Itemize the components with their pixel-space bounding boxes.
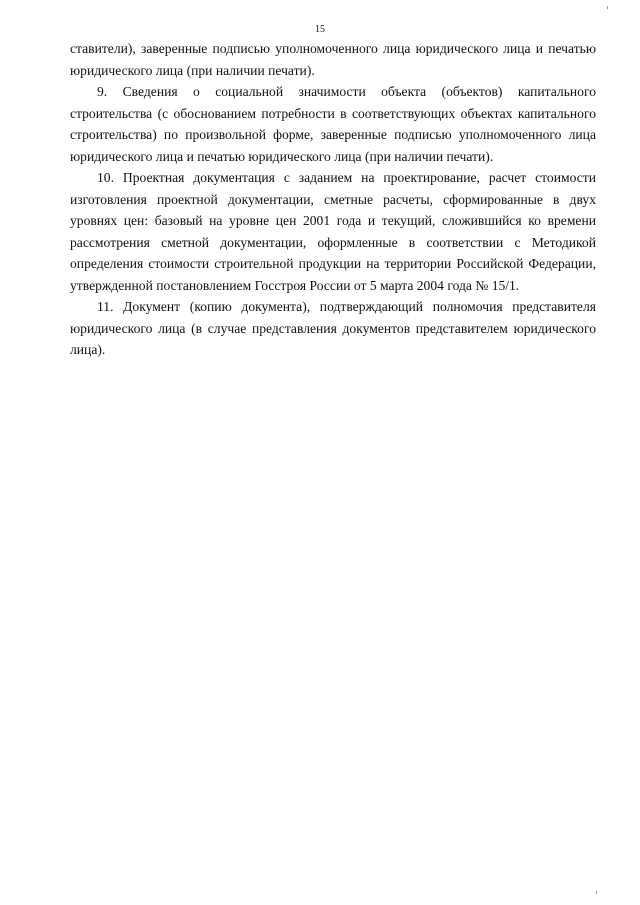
paragraph-continuation: ставители), заверенные подписью уполномоченного лица юридического лица и печатью юридического лица (при наличии печати). bbox=[70, 41, 596, 78]
page-number: 15 bbox=[315, 24, 325, 35]
paragraph-item-10: 10. Проектная документация с заданием на проектирование, расчет стоимости изготовления проектной документации, сметные расчеты, сформированные в двух уровнях цен: базовый на уровне цен 2001 года и текущий, сложившийся ко времени рассмотрения сметной документации, оформленные в соответствии с Методикой определения стоимости строительной продукции на территории Российской Федерации, утвержденной постановлением Госстроя России от 5 марта 2004 года № 15/1. bbox=[70, 170, 596, 293]
scan-mark bbox=[607, 6, 608, 9]
scan-mark bbox=[596, 891, 597, 894]
document-body bbox=[70, 38, 596, 361]
paragraph-item-9: 9. Сведения о социальной значимости объекта (объектов) капитального строительства (с обоснованием потребности в соответствующих объектах капитального строительства) по произвольной форме, заверенные подписью уполномоченного лица юридического лица и печатью юридического лица (при наличии печати). bbox=[70, 84, 596, 164]
paragraph-item-11: 11. Документ (копию документа), подтверждающий полномочия представителя юридического лица (в случае представления документов представителем юридического лица). bbox=[70, 299, 596, 357]
